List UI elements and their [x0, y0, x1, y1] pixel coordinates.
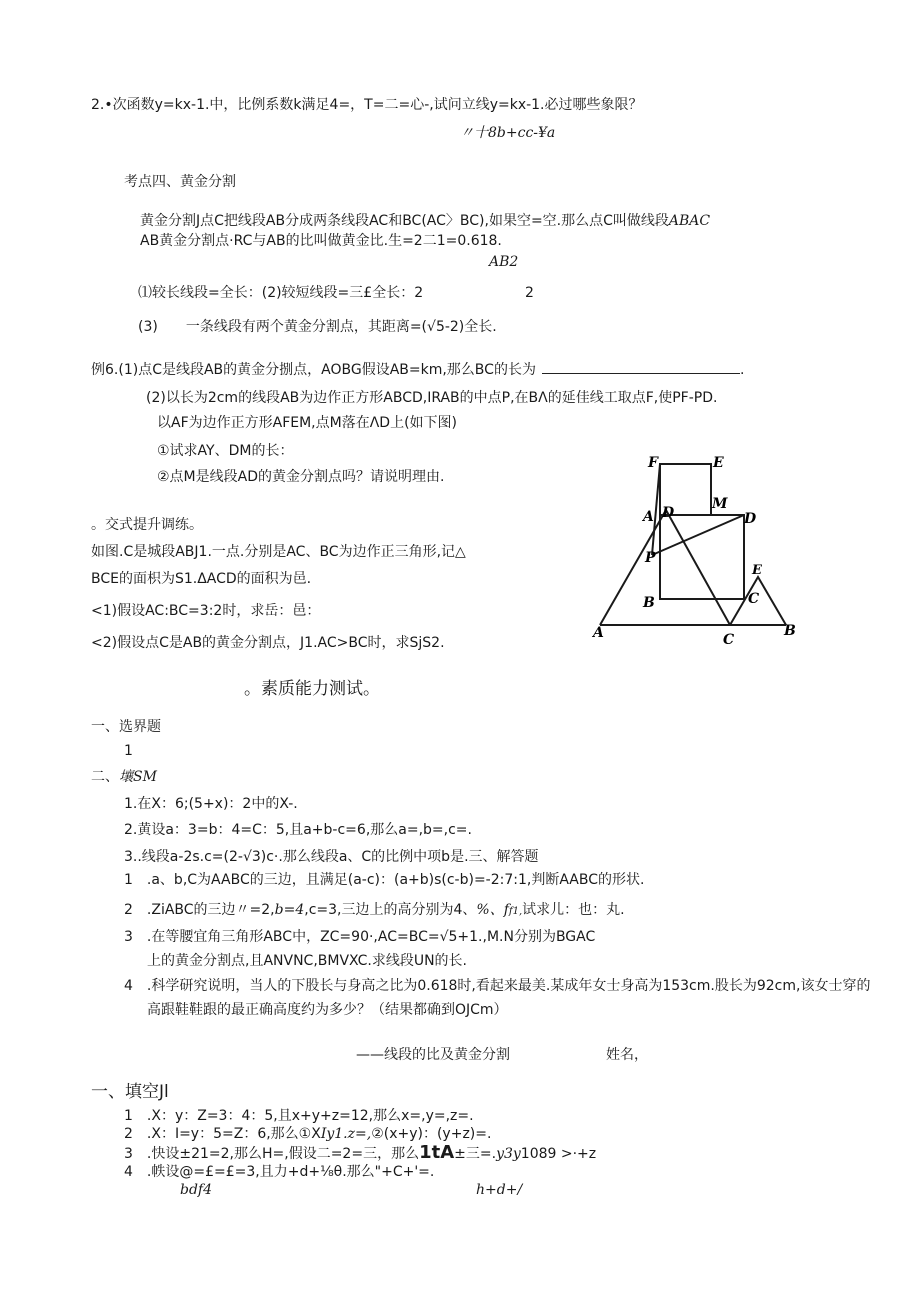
label-b1: B — [643, 595, 655, 611]
triangle-acd — [600, 510, 730, 625]
example6-period: . — [739, 362, 745, 378]
golden-def-line1 — [140, 212, 710, 230]
fill2-q3-c: ±三=. — [454, 1146, 497, 1162]
worksheet-title: ——线段的比及黄金分割 — [356, 1047, 510, 1063]
practice-q2: <2)假设点C是AB的黄金分割点，J1.AC>BC时，求SjS2. — [91, 635, 445, 651]
label-p: P — [645, 550, 656, 566]
fill2-q1: 1 .X：y：Z=3：4：5,且x+y+z=12,那么x=,y=,z=. — [124, 1108, 474, 1124]
section-golden-section-title: 考点四、黄金分割 — [124, 174, 236, 190]
label-c1: C — [748, 591, 760, 607]
solve-q4-cont: 高跟鞋鞋跟的最正确高度约为多少？（结果都确到OJCm） — [147, 1002, 508, 1018]
choice-item-1: 1 — [124, 743, 133, 759]
fill2-q2-b: Iy1.z=, — [320, 1126, 372, 1142]
label-a2: A — [593, 625, 604, 641]
label-e2: E — [752, 563, 762, 578]
solve-q2-c: ,c=3,三边上的高分别为4、 — [304, 902, 477, 918]
answer-blank — [542, 361, 740, 374]
fill2-q3-d: y3y — [496, 1146, 521, 1162]
section-fill-garbled: 壤SM — [119, 769, 157, 785]
solve-q3: 3 .在等腰宜角三角形ABC中，ZC=90·,AC=BC=√5+1.,M.N分别为BGAC — [124, 929, 596, 945]
golden-def-line2: AB黄金分割点·RC与AB的比叫做黄金比.生=2二1=0.618. — [140, 233, 502, 249]
solve-q2-f: 试求儿：也：丸. — [522, 902, 625, 918]
example6-part2: (2)以长为2cm的线段AB为边作正方形ABCD,IRAB的中点P,在BΛ的延佳线工取点F,使PF-PD. — [146, 390, 718, 406]
label-c2: C — [723, 632, 735, 648]
example6-q1: ①试求AY、DM的长： — [157, 443, 294, 459]
q2-linear-function: 2.•次函数y=kx-1.中，比例系数k满足4=，T=二=心-,试问立线y=kx-1.必过哪些象限？ — [91, 97, 643, 113]
section-choice: 一、选界题 — [91, 719, 161, 735]
label-a1: A — [643, 509, 654, 525]
label-b2: B — [784, 623, 796, 639]
fill2-q2-a: 2 .X：I=y：5=Z：6,那么①X — [124, 1126, 321, 1142]
line-pd — [652, 515, 744, 555]
label-e1: E — [713, 455, 724, 471]
q2-garbled-formula: 〃十8b+cc-¥a — [460, 125, 556, 141]
fill2-q2-c: ②(x+y)：(y+z)=. — [371, 1126, 492, 1142]
fill2-q4-denominator-a: bdf4 — [180, 1182, 213, 1198]
golden-def-text: 黄金分割J点C把线段AB分成两条线段AC和BC(AC〉BC),如果空=空.那么点C叫做线段 — [140, 213, 669, 229]
fill-q3: 3..线段a-2s.c=(2-√3)c·.那么线段a、C的比例中项b是.三、解答题 — [124, 849, 539, 865]
name-label: 姓名， — [606, 1047, 648, 1063]
label-d1: D — [662, 505, 675, 521]
golden-def-fraction: ABAC — [668, 213, 711, 229]
fill2-q3-e: 1089 >·+z — [520, 1146, 597, 1162]
practice-title: 。交式提升调练。 — [91, 517, 203, 533]
example6-q2: ②点M是线段AD的黄金分割点吗？请说明理由. — [157, 469, 445, 485]
golden-rule-3: (3) 一条线段有两个黄金分割点，其距离=(√5-2)全长. — [138, 319, 497, 335]
solve-q2-d: %、f — [476, 902, 509, 918]
solve-q2 — [124, 901, 625, 921]
solve-q2-b: b=4 — [274, 902, 305, 918]
square-abcd — [660, 515, 744, 599]
fill2-q3-a: 3 .快设±21=2,那么H=,假设二=2=三，那么 — [124, 1146, 420, 1162]
fill2-q4-denominator-b: h+d+/ — [476, 1182, 523, 1198]
label-d2: D — [744, 511, 757, 527]
quality-test-title: 。素质能力测试。 — [244, 679, 380, 699]
fill-q2: 2.黄设a：3=b：4=C：5,且a+b-c=6,那么a=,b=,c=. — [124, 822, 472, 838]
solve-q2-e: f1, — [508, 906, 523, 917]
golden-def-denominator: AB2 — [489, 254, 519, 270]
golden-rule-denominator: 2 — [525, 285, 534, 301]
section-fill — [91, 768, 157, 786]
practice-text-2: BCE的面枳为S1.ΔACD的面积为邑. — [91, 571, 312, 587]
solve-q1: 1 .a、b,C为AABC的三边，且满足(a-c)：(a+b)s(c-b)=-2:7:1,判断AABC的形状. — [124, 872, 645, 888]
fill2-q3 — [124, 1144, 596, 1163]
geometry-figure — [590, 450, 805, 650]
solve-q2-a: 2 .ZiABC的三边〃=2, — [124, 902, 275, 918]
solve-q3-cont: 上的黄金分割点,且ANVNC,BMVXC.求线段UN的长. — [147, 953, 468, 969]
fill-q1: 1.在X：6;(5+x)：2中的X-. — [124, 796, 298, 812]
solve-q4: 4 .科学研究说明，当人的下股长与身高之比为0.618时,看起来最美.某成年女士身高为153cm.股长为92cm,该女士穿的 — [124, 978, 871, 994]
label-f: F — [648, 455, 658, 471]
section-fill-2: 一、填空Jl — [91, 1082, 169, 1102]
practice-text-1: 如图.C是城段ABJ1.一点.分别是AC、BC为边作正三角形,记△ — [91, 544, 466, 560]
practice-q1: <1)假设AC:BC=3:2时，求岳：邑： — [91, 603, 321, 619]
section-fill-num: 二、 — [91, 769, 119, 785]
example6-part1 — [91, 361, 744, 379]
fill2-q2 — [124, 1125, 491, 1143]
example6-text: 例6.(1)点C是线段AB的黄金分捌点，AOBG假设AB=km,那么BC的长为 — [91, 362, 536, 378]
example6-part2-cont: 以AF为边作正方形AFEM,点M落在ΛD上(如下图) — [157, 415, 457, 431]
label-m: M — [712, 496, 728, 512]
fill2-q3-b: 1tA — [419, 1142, 455, 1163]
fill2-q4: 4 .帙设@=£=£=3,且力+d+⅛θ.那么"+C+'=. — [124, 1164, 435, 1180]
golden-rule-1-2: ⑴较长线段=全长：(2)较短线段=三£全长：2 — [138, 285, 424, 301]
